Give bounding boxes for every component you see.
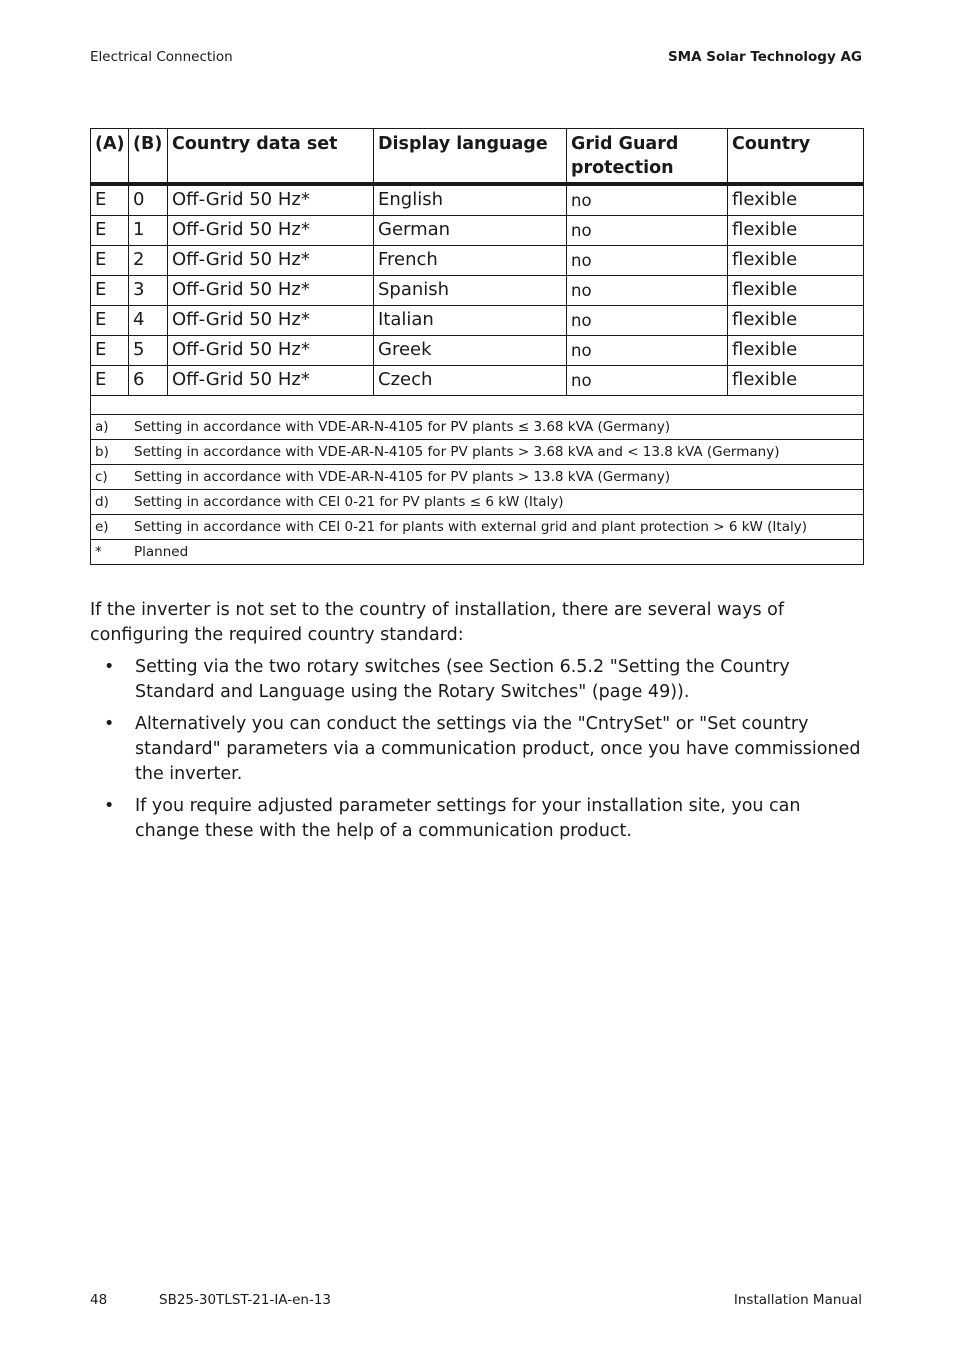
cell-country-data-set: Off-Grid 50 Hz* — [168, 365, 374, 395]
table-note-row — [91, 464, 864, 489]
cell-display-language: Spanish — [374, 275, 567, 305]
col-header-grid-guard: Grid Guard protection — [567, 129, 728, 184]
note-text: Planned — [134, 543, 189, 560]
footer-doc-id: SB25-30TLST-21-IA-en-13 — [159, 1292, 332, 1308]
table-note-row — [91, 414, 864, 439]
list-item — [90, 794, 865, 844]
cell-a: E — [91, 184, 129, 216]
list-item — [90, 655, 865, 705]
bullet-icon: • — [104, 657, 115, 677]
cell-b: 5 — [129, 335, 168, 365]
header-company-name: SMA Solar Technology AG — [667, 49, 862, 65]
cell-a: E — [91, 365, 129, 395]
table-row — [91, 245, 864, 275]
cell-b: 1 — [129, 215, 168, 245]
cell-country-data-set: Off-Grid 50 Hz* — [168, 184, 374, 216]
cell-display-language: Czech — [374, 365, 567, 395]
config-options-list — [90, 655, 865, 851]
table-row — [91, 215, 864, 245]
col-header-display-language: Display language — [374, 129, 567, 184]
cell-country-data-set: Off-Grid 50 Hz* — [168, 245, 374, 275]
cell-b: 4 — [129, 305, 168, 335]
cell-country: flexible — [728, 184, 864, 216]
cell-display-language: French — [374, 245, 567, 275]
table-note-row — [91, 539, 864, 564]
note-key: e) — [95, 518, 109, 535]
note-key: * — [95, 543, 102, 560]
cell-display-language: English — [374, 184, 567, 216]
note-text: Setting in accordance with VDE-AR-N-4105 for PV plants > 13.8 kVA (Germany) — [134, 468, 671, 485]
table-row — [91, 275, 864, 305]
note-key: c) — [95, 468, 108, 485]
note-cell — [91, 514, 864, 539]
cell-country: flexible — [728, 335, 864, 365]
cell-country: flexible — [728, 245, 864, 275]
note-key: d) — [95, 493, 109, 510]
cell-display-language: Italian — [374, 305, 567, 335]
table-row — [91, 305, 864, 335]
cell-grid-guard: no — [567, 245, 728, 275]
col-header-b: (B) — [129, 129, 168, 184]
table-spacer-row — [91, 395, 864, 414]
cell-a: E — [91, 275, 129, 305]
note-text: Setting in accordance with VDE-AR-N-4105 for PV plants ≤ 3.68 kVA (Germany) — [134, 418, 671, 435]
cell-b: 6 — [129, 365, 168, 395]
cell-b: 0 — [129, 184, 168, 216]
cell-a: E — [91, 335, 129, 365]
note-cell — [91, 539, 864, 564]
cell-country: flexible — [728, 365, 864, 395]
bullet-icon: • — [104, 714, 115, 734]
cell-b: 3 — [129, 275, 168, 305]
bullet-icon: • — [104, 796, 115, 816]
footer-doc-type: Installation Manual — [733, 1292, 862, 1308]
col-header-country-data-set: Country data set — [168, 129, 374, 184]
list-item-text: Setting via the two rotary switches (see Section 6.5.2 "Setting the Country Standard and Language using the Rotary Switches" (page 49)). — [135, 657, 790, 702]
cell-b: 2 — [129, 245, 168, 275]
list-item — [90, 712, 865, 787]
cell-a: E — [91, 245, 129, 275]
header-section-title: Electrical Connection — [90, 49, 233, 65]
cell-country-data-set: Off-Grid 50 Hz* — [168, 305, 374, 335]
cell-country: flexible — [728, 215, 864, 245]
cell-grid-guard: no — [567, 335, 728, 365]
table-note-row — [91, 514, 864, 539]
table-header-row — [91, 129, 864, 184]
note-text: Setting in accordance with VDE-AR-N-4105 for PV plants > 3.68 kVA and < 13.8 kVA (Germany) — [134, 443, 780, 460]
cell-country: flexible — [728, 275, 864, 305]
note-cell — [91, 439, 864, 464]
list-item-text: If you require adjusted parameter settings for your installation site, you can change these with the help of a communication product. — [135, 796, 801, 841]
note-cell — [91, 414, 864, 439]
cell-country-data-set: Off-Grid 50 Hz* — [168, 275, 374, 305]
cell-display-language: German — [374, 215, 567, 245]
table-row — [91, 365, 864, 395]
cell-a: E — [91, 305, 129, 335]
note-text: Setting in accordance with CEI 0-21 for plants with external grid and plant protection > 6 kW (Italy) — [134, 518, 807, 535]
cell-grid-guard: no — [567, 215, 728, 245]
cell-a: E — [91, 215, 129, 245]
cell-grid-guard: no — [567, 365, 728, 395]
cell-country-data-set: Off-Grid 50 Hz* — [168, 335, 374, 365]
note-cell — [91, 464, 864, 489]
cell-country-data-set: Off-Grid 50 Hz* — [168, 215, 374, 245]
col-header-country: Country — [728, 129, 864, 184]
table-row — [91, 184, 864, 216]
note-text: Setting in accordance with CEI 0-21 for PV plants ≤ 6 kW (Italy) — [134, 493, 564, 510]
cell-display-language: Greek — [374, 335, 567, 365]
footer-page-number: 48 — [90, 1292, 108, 1308]
cell-grid-guard: no — [567, 184, 728, 216]
country-data-table — [90, 128, 864, 565]
cell-country: flexible — [728, 305, 864, 335]
table-note-row — [91, 489, 864, 514]
table-row — [91, 335, 864, 365]
cell-grid-guard: no — [567, 275, 728, 305]
note-key: a) — [95, 418, 109, 435]
col-header-a: (A) — [91, 129, 129, 184]
note-cell — [91, 489, 864, 514]
list-item-text: Alternatively you can conduct the settings via the "CntrySet" or "Set country standard" parameters via a communication product, once you have commissioned the inverter. — [135, 714, 861, 784]
intro-paragraph: If the inverter is not set to the country of installation, there are several ways of configuring the required country standard: — [90, 600, 784, 645]
note-key: b) — [95, 443, 109, 460]
cell-grid-guard: no — [567, 305, 728, 335]
table-note-row — [91, 439, 864, 464]
spacer-cell — [91, 395, 864, 414]
